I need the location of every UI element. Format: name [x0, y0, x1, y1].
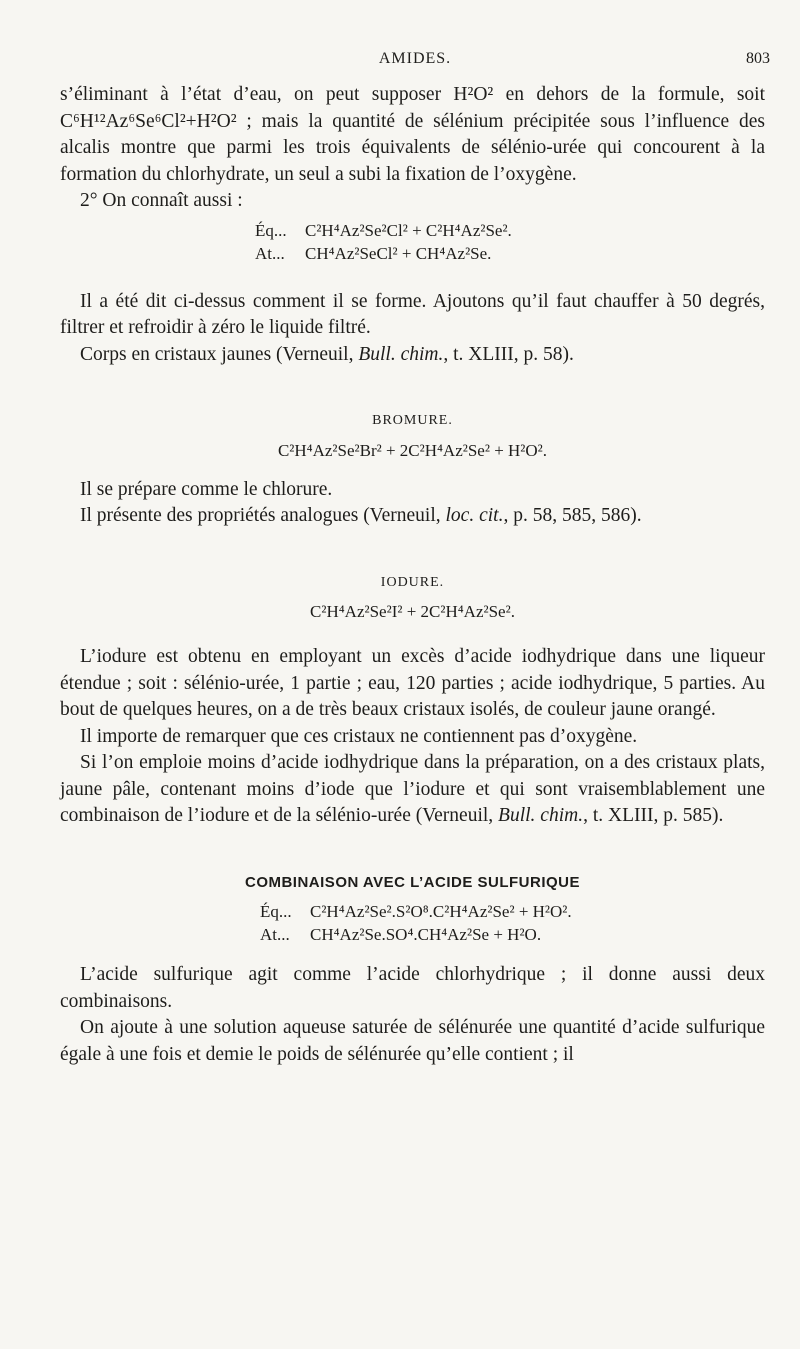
- citation-reference: Bull. chim.: [358, 343, 444, 365]
- equation-formula: CH⁴Az²SeCl² + CH⁴Az²Se.: [305, 243, 492, 263]
- sulfurique-formulas: [260, 900, 765, 946]
- equation-eq: [255, 219, 765, 242]
- equation-label: At...: [255, 243, 285, 263]
- section-title-iodure: IODURE.: [380, 574, 445, 590]
- citation-reference: loc. cit.: [445, 505, 504, 526]
- citation-reference: Bull. chim.: [498, 805, 584, 826]
- page-number: 803: [746, 50, 770, 67]
- paragraph-9: Si l’on emploie moins d’acide iodhydrique dans la préparation, on a des cristaux plats, jaune pâle, contenant moins d’iode que l’iodure et qui sont vraisemblablement une combinaison de l’iodure et de la sélénio-urée (Verneuil, Bull. chim., t. XLIII, p. 585).: [60, 752, 765, 826]
- paragraph-8: Il importe de remarquer que ces cristaux ne contiennent pas d’oxygène.: [80, 725, 638, 747]
- equation-label: Éq...: [255, 220, 287, 240]
- paragraph-3: Il a été dit ci-dessus comment il se forme. Ajoutons qu’il faut chauffer à 50 degrés, filtrer et refroidir à zéro le liquide filtré.: [60, 290, 765, 338]
- page-body: [60, 82, 765, 1068]
- paragraph-4: Corps en cristaux jaunes (Verneuil, Bull. chim., t. XLIII, p. 58).: [80, 343, 574, 365]
- running-header: [60, 50, 770, 72]
- paragraph-2: 2° On connaît aussi :: [80, 190, 243, 211]
- paragraph-6: Il présente des propriétés analogues (Verneuil, loc. cit., p. 58, 585, 586).: [80, 505, 642, 526]
- paragraph-5: Il se prépare comme le chlorure.: [80, 478, 333, 500]
- equation-label: At...: [260, 925, 290, 944]
- section-title-sulfurique: COMBINAISON AVEC L’ACIDE SULFURIQUE: [244, 873, 580, 891]
- equation-eq: [260, 900, 765, 923]
- section-title-bromure: BROMURE.: [372, 413, 453, 428]
- iodure-formula: C²H⁴Az²Se²I² + 2C²H⁴Az²Se².: [310, 602, 515, 621]
- equation-formula: CH⁴Az²Se.SO⁴.CH⁴Az²Se + H²O.: [310, 925, 542, 944]
- paragraph-11: On ajoute à une solution aqueuse saturée de sélénurée une quantité d’acide sulfurique égale à une fois et demie le poids de sélénurée qu’elle contient ; il: [60, 1017, 765, 1065]
- paragraph-10: L’acide sulfurique agit comme l’acide chlorhydrique ; il donne aussi deux combinaisons.: [60, 964, 765, 1012]
- equation-formula: C²H⁴Az²Se².S²O⁸.C²H⁴Az²Se² + H²O².: [310, 902, 572, 921]
- paragraph-1: s’éliminant à l’état d’eau, on peut supposer H²O² en dehors de la formule, soit C⁶H¹²Az⁶Se⁶Cl²+H²O² ; mais la quantité de sélénium précipitée sous l’influence des alcalis montre que parmi les trois équivalents de sélénio-urée qui concourent à la formation du chlorhydrate, un seul a subi la fixation de l’oxygène.: [60, 84, 765, 185]
- bromure-formula: C²H⁴Az²Se²Br² + 2C²H⁴Az²Se² + H²O².: [277, 440, 548, 460]
- equation-at: [260, 923, 765, 946]
- chlorure-formulas: [255, 219, 765, 265]
- equation-formula: C²H⁴Az²Se²Cl² + C²H⁴Az²Se².: [305, 220, 512, 240]
- running-title: AMIDES.: [378, 50, 452, 67]
- equation-label: Éq...: [260, 902, 292, 921]
- paragraph-7: L’iodure est obtenu en employant un excès d’acide iodhydrique dans une liqueur étendue ; soit : sélénio-urée, 1 partie ; eau, 120 parties ; acide iodhydrique, 5 parties. Au bout de quelques heures, on a de très beaux cristaux isolés, de couleur jaune orangé.: [60, 646, 765, 720]
- equation-at: [255, 242, 765, 265]
